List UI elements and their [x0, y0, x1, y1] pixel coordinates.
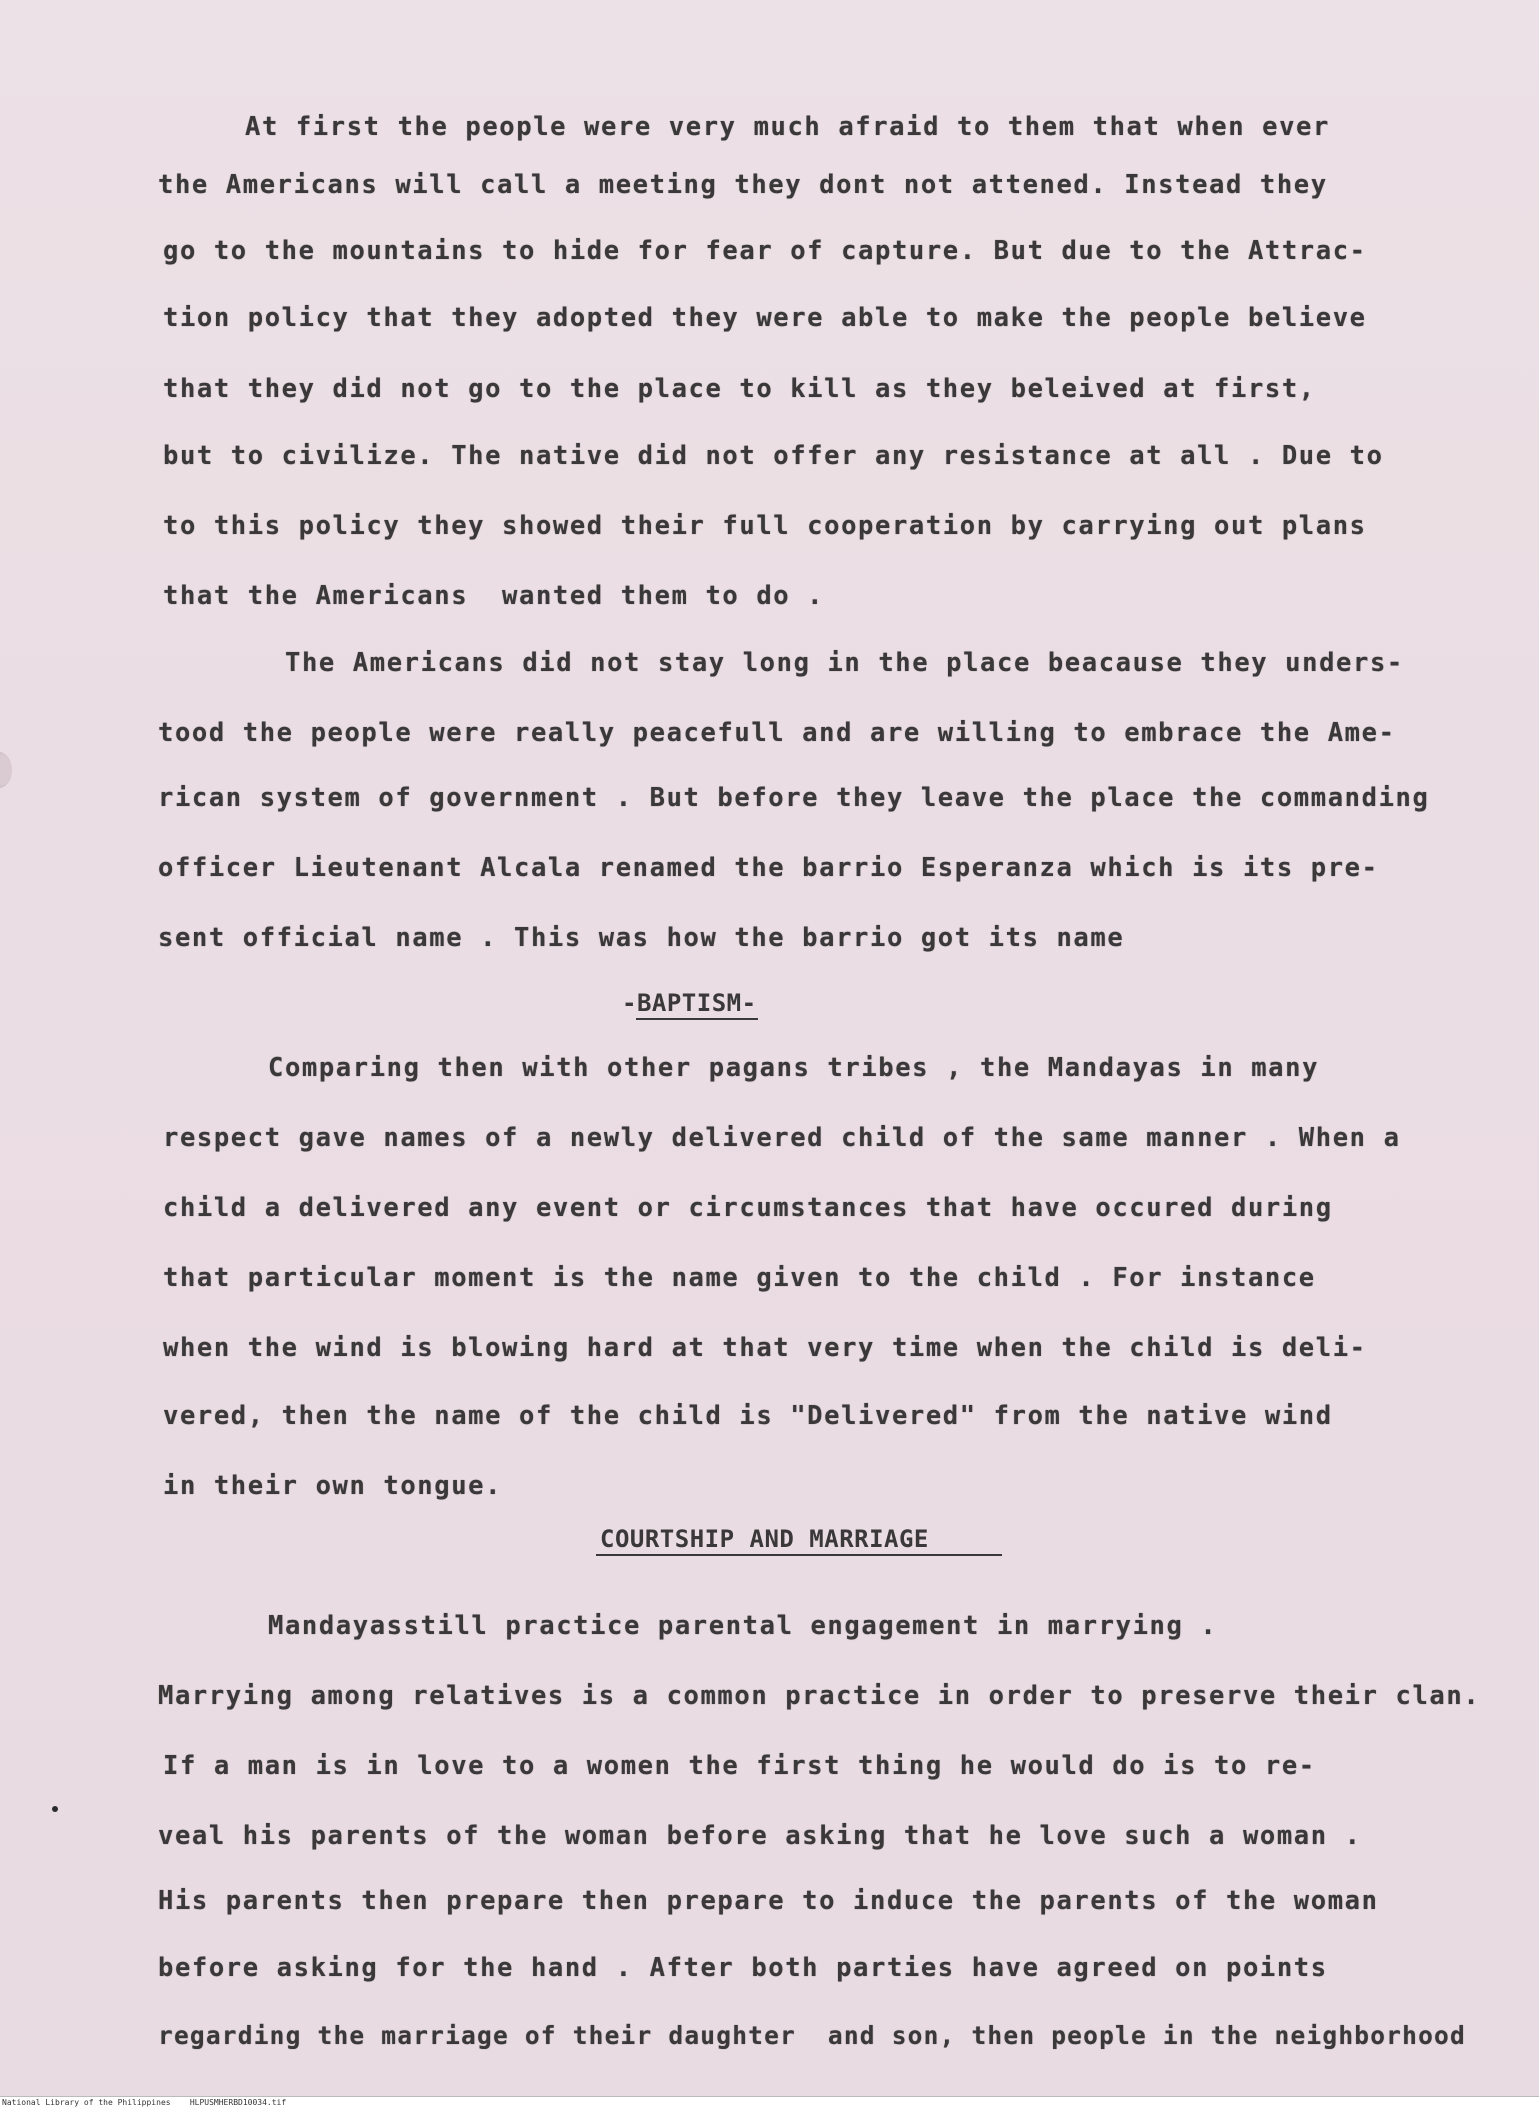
text-line: Comparing then with other pagans tribes , the Mandayas in many — [268, 1053, 1320, 1083]
text-line: child a delivered any event or circumstances that have occured during — [163, 1193, 1333, 1223]
text-line: tood the people were really peacefull and are willing to embrace the Ame- — [158, 718, 1396, 748]
text-line: Mandayasstill practice parental engagement in marrying . — [268, 1611, 1218, 1641]
punch-hole — [0, 752, 12, 788]
text-line: regarding the marriage of their daughter and son, then people in the neighborhood — [158, 2021, 1466, 2050]
text-line: Marrying among relatives is a common practice in order to preserve their clan. — [158, 1681, 1481, 1711]
text-line: when the wind is blowing hard at that very time when the child is deli- — [163, 1333, 1367, 1363]
archive-footer — [0, 2096, 1539, 2109]
heading-underline — [596, 1554, 1002, 1556]
footer-caption: National Library of the Philippines HLPUSMHERBD10034.tif — [2, 2098, 287, 2107]
text-line: but to civilize. The native did not offer any resistance at all . Due to — [163, 441, 1384, 471]
section-heading-courtship: COURTSHIP AND MARRIAGE — [600, 1525, 929, 1553]
text-line: go to the mountains to hide for fear of capture. But due to the Attrac- — [163, 236, 1367, 266]
text-line: that they did not go to the place to kill as they beleived at first, — [163, 374, 1316, 404]
text-line: sent official name . This was how the barrio got its name — [158, 923, 1125, 953]
text-line: that the Americans wanted them to do . — [163, 581, 825, 611]
text-line: before asking for the hand . After both parties have agreed on points — [158, 1953, 1328, 1983]
text-line: rican system of government . But before they leave the place the commanding — [158, 783, 1430, 813]
text-line: officer Lieutenant Alcala renamed the barrio Esperanza which is its pre- — [158, 853, 1379, 883]
text-line: tion policy that they adopted they were able to make the people believe — [163, 303, 1367, 333]
text-line: vered, then the name of the child is "Delivered" from the native wind — [163, 1401, 1333, 1431]
text-line: that particular moment is the name given to the child . For instance — [163, 1263, 1316, 1293]
ink-speck — [52, 1806, 58, 1812]
text-line: The Americans did not stay long in the place beacause they unders- — [285, 648, 1404, 678]
text-line: to this policy they showed their full cooperation by carrying out plans — [163, 511, 1367, 541]
text-line: His parents then prepare then prepare to induce the parents of the woman — [158, 1886, 1379, 1916]
section-heading-baptism: -BAPTISM- — [622, 989, 757, 1017]
heading-underline — [636, 1018, 758, 1020]
text-line: the Americans will call a meeting they dont not attened. Instead they — [158, 170, 1328, 200]
text-line: If a man is in love to a women the first thing he would do is to re- — [163, 1751, 1316, 1781]
text-line: veal his parents of the woman before asking that he love such a woman . — [158, 1821, 1362, 1851]
text-line: in their own tongue. — [163, 1471, 503, 1501]
text-line: respect gave names of a newly delivered child of the same manner . When a — [163, 1123, 1401, 1153]
text-line: At first the people were very much afraid to them that when ever — [245, 112, 1330, 142]
